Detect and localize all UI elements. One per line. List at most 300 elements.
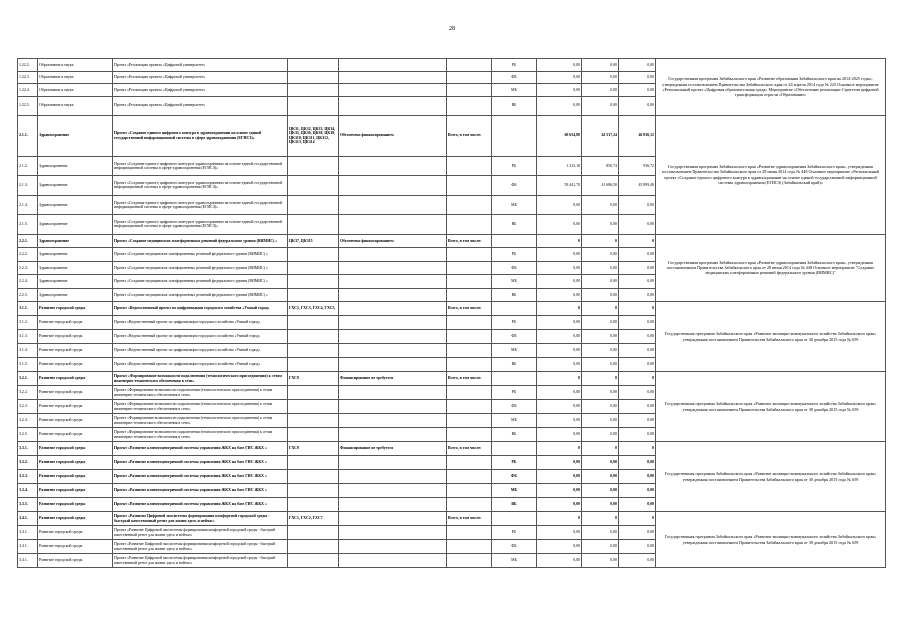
financing-status-cell [339,288,447,302]
value-year3-cell: 0,00 [619,484,656,498]
value-year1-cell: 0,00 [537,540,582,554]
sector-cell: Образование и наука [38,59,113,72]
value-year1-cell: 0,00 [537,400,582,414]
financing-status-cell [339,195,447,215]
value-year2-cell: 0,00 [582,358,619,372]
row-number: 3.3.3. [18,470,38,484]
sector-cell: Развитие городской среды [38,316,113,330]
financing-status-cell [339,316,447,330]
sector-cell: Образование и наука [38,71,113,84]
sector-cell: Развитие городской среды [38,372,113,386]
budget-source-cell: ВБ [492,96,537,115]
total-label-cell [447,456,492,470]
sector-cell: Здравоохранение [38,288,113,302]
value-year3-cell: 0,00 [619,261,656,275]
value-year2-cell: 0,00 [582,71,619,84]
sector-cell: Развитие городской среды [38,428,113,442]
total-label-cell [447,288,492,302]
financing-status-cell [339,554,447,568]
value-year3-cell: 0,00 [619,275,656,289]
row-number: 3.4.1. [18,540,38,554]
value-year3-cell: 0,00 [619,195,656,215]
budget-source-cell: МБ [492,554,537,568]
table-row [18,59,886,72]
budget-source-cell: ФБ [492,400,537,414]
financing-status-cell [339,84,447,97]
row-number: 2.1.1. [18,115,38,156]
total-label-cell [447,176,492,196]
sector-cell: Образование и наука [38,96,113,115]
financing-status-cell [339,330,447,344]
financing-status-cell [339,71,447,84]
project-cell: Проект «Развитие клиентоцентричной системы управления ЖКХ на базе ГИС ЖКХ » [113,498,288,512]
row-number: 3.3.2. [18,456,38,470]
sector-cell: Развитие городской среды [38,484,113,498]
sector-cell: Развитие городской среды [38,554,113,568]
table-row [18,115,886,156]
project-cell: Проект «Ведомственный проект по цифровизации городского хозяйства «Умный город» [113,302,288,316]
financing-status-cell [339,358,447,372]
value-year2-cell: 0,00 [582,386,619,400]
budget-source-cell: ВБ [492,498,537,512]
row-number: 3.3.5. [18,498,38,512]
budget-source-cell: ВБ [492,215,537,235]
sector-cell: Развитие городской среды [38,344,113,358]
value-year2-cell: 0,00 [582,344,619,358]
sector-cell: Развитие городской среды [38,470,113,484]
row-number: 1.22.4. [18,84,38,97]
codes-cell: ГХС9 [288,372,339,386]
value-year3-cell: 0,00 [619,526,656,540]
row-number: 3.1.1. [18,302,38,316]
value-year2-cell: 850,74 [582,156,619,176]
row-number: 1.22.3. [18,71,38,84]
budget-source-cell: МБ [492,484,537,498]
row-number: 2.2.4. [18,275,38,289]
row-number: 2.1.2. [18,156,38,176]
value-year2-cell: 0,00 [582,316,619,330]
project-cell: Проект «Реализация проекта «Цифровой университет» [113,84,288,97]
row-number: 2.1.3. [18,176,38,196]
value-year2-cell: 0,00 [582,456,619,470]
value-year1-cell: 0,00 [537,275,582,289]
total-label-cell [447,484,492,498]
financing-status-cell [339,428,447,442]
budget-source-cell: ВБ [492,288,537,302]
codes-cell [288,358,339,372]
financing-status-cell [339,386,447,400]
financing-status-cell [339,498,447,512]
sector-cell: Здравоохранение [38,195,113,215]
financing-status-cell [339,512,447,526]
row-number: 3.4.1. [18,512,38,526]
codes-cell [288,456,339,470]
value-year2-cell: 0,00 [582,414,619,428]
value-year1-cell: 1 213,10 [537,156,582,176]
program-note-cell: Государственная программа Забайкальского края «Развитие жилищно-коммунального хозяйства Забайкальского края» утвержденная постановлением Правительства Забайкальского края от 30 декабря 2015 года № 659 [656,372,886,442]
financing-status-cell [339,261,447,275]
value-year1-cell: 0 [537,234,582,248]
codes-cell [288,540,339,554]
value-year3-cell: 0,00 [619,344,656,358]
value-year1-cell: 0,00 [537,71,582,84]
budget-source-cell [492,372,537,386]
budget-source-cell: МБ [492,344,537,358]
financing-status-cell: Финансирование не требуется [339,372,447,386]
codes-cell: ГХС1, ГХС3, ГХС4, ГХС5, [288,302,339,316]
value-year2-cell: 0,00 [582,84,619,97]
value-year1-cell: 0,00 [537,84,582,97]
total-label-cell [447,344,492,358]
budget-source-cell [492,302,537,316]
value-year2-cell: 0 [582,302,619,316]
value-year1-cell: 0 [537,372,582,386]
project-cell: Проект «Создание медицинских платформенных решений федерального уровня (ВИМИС) » [113,234,288,248]
budget-source-cell: ФБ [492,330,537,344]
project-cell: Проект «Развитие Цифровой экосистемы формирования комфортной городской среды - быстрый качественный ретит для жизни здесь и нейчас» [113,540,288,554]
program-note-cell: Государственная программа Забайкальского края «Развитие жилищно-коммунального хозяйства Забайкальского края» утвержденная постановлением Правительства Забайкальского края от 30 декабря 2015 года № 659 [656,442,886,512]
project-cell: Проект «Создание единого цифрового контура в здравоохранении на основе единой государственной информационной системы в сфере здравоохранения (ЕГИСЗ)» [113,156,288,176]
value-year2-cell: 0,00 [582,484,619,498]
total-label-cell [447,59,492,72]
codes-cell: ГХС1, ГХС2, ГХС7 [288,512,339,526]
project-cell: Проект «Развитие клиентоцентричной системы управления ЖКХ на базе ГИС ЖКХ » [113,442,288,456]
value-year3-cell: 0 [619,512,656,526]
row-number: 2.2.1. [18,234,38,248]
codes-cell [288,386,339,400]
codes-cell [288,428,339,442]
sector-cell: Развитие городской среды [38,442,113,456]
codes-cell [288,71,339,84]
value-year3-cell: 0,00 [619,288,656,302]
value-year3-cell: 936,72 [619,156,656,176]
sector-cell: Развитие городской среды [38,512,113,526]
total-label-cell [447,414,492,428]
total-label-cell [447,358,492,372]
total-label-cell [447,96,492,115]
value-year1-cell: 0,00 [537,215,582,235]
codes-cell: ЦКЗ1, ЦКЗ2, ЦКЗ3, ЦКЗ4, ЦКЗ5, ЦКЗ6, ЦКЗ8, ЦКЗ9, ЦКЗ10, ЦКЗ11, ЦКЗ12, ЦКЗ13, ЦКЗ14 [288,115,339,156]
row-number: 3.1.2. [18,316,38,330]
total-label-cell [447,526,492,540]
sector-cell: Здравоохранение [38,156,113,176]
budget-source-cell: МБ [492,414,537,428]
page-number: 28 [449,26,455,32]
sector-cell: Развитие городской среды [38,498,113,512]
total-label-cell [447,215,492,235]
financing-status-cell [339,96,447,115]
total-label-cell: Всего, в том числе: [447,234,492,248]
financing-status-cell [339,156,447,176]
budget-source-cell: ВБ [492,428,537,442]
financing-status-cell [339,526,447,540]
program-note-cell: Государственная программа Забайкальского края «Развитие жилищно-коммунального хозяйства Забайкальского края» утвержденная постановлением Правительства Забайкальского края от 30 декабря 2015 года № 659 [656,512,886,568]
row-number: 1.22.5. [18,96,38,115]
value-year1-cell: 0,00 [537,498,582,512]
budget-source-cell [492,115,537,156]
total-label-cell [447,248,492,262]
total-label-cell: Всего, в том числе: [447,115,492,156]
financing-status-cell [339,215,447,235]
value-year1-cell: 0,00 [537,526,582,540]
value-year3-cell: 0,00 [619,414,656,428]
value-year3-cell: 0 [619,302,656,316]
budget-source-cell: ФБ [492,261,537,275]
total-label-cell [447,316,492,330]
codes-cell [288,554,339,568]
project-cell: Проект «Формирование возможности подключения (технологического присоединения) к сетям инженерно-технического обеспечения в сети» [113,400,288,414]
project-cell: Проект «Создание единого цифрового контура в здравоохранении на основе единой государственной информационной системы в сфере здравоохранения (ЕГИСЗ)» [113,195,288,215]
sector-cell: Здравоохранение [38,176,113,196]
value-year2-cell: 0,00 [582,526,619,540]
total-label-cell [447,84,492,97]
total-label-cell [447,540,492,554]
row-number: 3.4.1. [18,554,38,568]
row-number: 3.1.5. [18,358,38,372]
project-cell: Проект «Развитие клиентоцентричной системы управления ЖКХ на базе ГИС ЖКХ » [113,484,288,498]
financing-status-cell: Обеспечено финансированием [339,115,447,156]
total-label-cell [447,71,492,84]
budget-source-cell: РБ [492,59,537,72]
project-cell: Проект «Развитие Цифровой экосистемы формирования комфортной городской среды - быстрый качественный ретит для жизни здесь и нейчас» [113,554,288,568]
financing-status-cell: Обеспечено финансированием [339,234,447,248]
budget-source-cell: ФБ [492,71,537,84]
value-year1-cell: 0 [537,512,582,526]
sector-cell: Здравоохранение [38,248,113,262]
total-label-cell [447,195,492,215]
financing-status-cell [339,470,447,484]
codes-cell [288,176,339,196]
project-cell: Проект «Развитие Цифровой экосистемы формирования комфортной городской среды - быстрый качественный ретит для жизни здесь и нейчас» [113,526,288,540]
sector-cell: Развитие городской среды [38,330,113,344]
value-year3-cell: 0,00 [619,470,656,484]
value-year2-cell: 0,00 [582,540,619,554]
budget-source-cell: РБ [492,526,537,540]
total-label-cell: Всего, в том числе: [447,302,492,316]
row-number: 3.2.2. [18,386,38,400]
codes-cell [288,275,339,289]
value-year1-cell: 0,00 [537,358,582,372]
total-label-cell: Всего, в том числе: [447,442,492,456]
value-year2-cell: 0,00 [582,400,619,414]
project-cell: Проект «Создание медицинских платформенных решений федерального уровня (ВИМИС) » [113,261,288,275]
financing-status-cell [339,248,447,262]
budget-source-cell: ФБ [492,470,537,484]
codes-cell: ЦКЗ7, ЦКЗ15 [288,234,339,248]
project-cell: Проект «Формирование возможности подключения (технологического присоединения) к сетям инженерно-технического обеспечения в сети» [113,428,288,442]
total-label-cell [447,498,492,512]
total-label-cell [447,428,492,442]
value-year1-cell: 60 654,80 [537,115,582,156]
project-cell: Проект «Создание единого цифрового контура в здравоохранении на основе единой государственной информационной системы в сфере здравоохранения (ЕГИСЗ)» [113,215,288,235]
budget-source-cell [492,512,537,526]
codes-cell [288,470,339,484]
financing-status-cell [339,275,447,289]
project-cell: Проект «Реализация проекта «Цифровой университет» [113,96,288,115]
value-year3-cell: 0,00 [619,498,656,512]
project-cell: Проект «Реализация проекта «Цифровой университет» [113,71,288,84]
project-cell: Проект «Ведомственный проект по цифровизации городского хозяйства «Умный город» [113,358,288,372]
codes-cell [288,288,339,302]
value-year3-cell: 0,00 [619,59,656,72]
project-cell: Проект «Создание медицинских платформенных решений федерального уровня (ВИМИС) » [113,288,288,302]
value-year3-cell: 0,00 [619,428,656,442]
total-label-cell [447,261,492,275]
codes-cell [288,59,339,72]
codes-cell [288,215,339,235]
total-label-cell: Всего, в том числе: [447,372,492,386]
project-cell: Проект «Создание медицинских платформенных решений федерального уровня (ВИМИС) » [113,275,288,289]
sector-cell: Развитие городской среды [38,386,113,400]
value-year3-cell: 0,00 [619,386,656,400]
row-number: 2.2.3. [18,261,38,275]
total-label-cell [447,275,492,289]
sector-cell: Развитие городской среды [38,400,113,414]
program-note-cell: Государственная программа Забайкальского края «Развитие образования Забайкальского края на 2014-2025 годы», утвержденная постановлением Правительства Забайкальского края от 24 апреля 2014 года № 225 Основное мероприятие «Региональный проект «Цифровая образовательная среда» Мероприятие «Обеспечение реализации Стратегии цифровой трансформации отрасли «Образование» [656,59,886,116]
sector-cell: Образование и наука [38,84,113,97]
row-number: 3.2.1. [18,372,38,386]
financing-status-cell: Финансирование не требуется [339,442,447,456]
total-label-cell [447,386,492,400]
value-year3-cell: 0,00 [619,84,656,97]
value-year3-cell: 0 [619,234,656,248]
project-cell: Проект «Развитие клиентоцентричной системы управления ЖКХ на базе ГИС ЖКХ » [113,470,288,484]
value-year2-cell: 0,00 [582,248,619,262]
budget-source-cell: ФБ [492,540,537,554]
financing-status-cell [339,484,447,498]
financing-status-cell [339,400,447,414]
sector-cell: Здравоохранение [38,261,113,275]
value-year3-cell: 0,00 [619,215,656,235]
value-year3-cell: 0,00 [619,71,656,84]
project-cell: Проект «Ведомственный проект по цифровизации городского хозяйства «Умный город» [113,330,288,344]
codes-cell [288,195,339,215]
value-year1-cell: 0,00 [537,330,582,344]
value-year1-cell: 0,00 [537,248,582,262]
project-cell: Проект «Формирование возможности подключения (технологического присоединения) к сетям инженерно-технического обеспечения в сети» [113,386,288,400]
budget-source-cell: МБ [492,195,537,215]
value-year2-cell: 0,00 [582,261,619,275]
codes-cell: ГХС9 [288,442,339,456]
total-label-cell: Всего, в том числе: [447,512,492,526]
value-year1-cell: 0,00 [537,261,582,275]
table-row [18,302,886,316]
value-year2-cell: 0,00 [582,275,619,289]
codes-cell [288,316,339,330]
value-year2-cell: 0,00 [582,428,619,442]
value-year1-cell: 0,00 [537,484,582,498]
budget-source-cell: РБ [492,248,537,262]
row-number: 2.2.5. [18,288,38,302]
value-year1-cell: 0,00 [537,414,582,428]
row-number: 3.3.1. [18,442,38,456]
row-number: 3.1.4. [18,344,38,358]
project-cell: Проект «Создание единого цифрового контура в здравоохранении на основе единой государственной информационной системы в сфере здравоохранения (ЕГИСЗ)» [113,115,288,156]
project-cell: Проект «Развитие клиентоцентричной системы управления ЖКХ на базе ГИС ЖКХ » [113,456,288,470]
sector-cell: Развитие городской среды [38,302,113,316]
codes-cell [288,156,339,176]
codes-cell [288,400,339,414]
value-year3-cell: 0,00 [619,96,656,115]
value-year1-cell: 0,00 [537,554,582,568]
budget-source-cell: РБ [492,156,537,176]
sector-cell: Развитие городской среды [38,526,113,540]
sector-cell: Здравоохранение [38,215,113,235]
row-number: 3.4.1. [18,526,38,540]
project-cell: Проект «Создание единого цифрового контура в здравоохранении на основе единой государственной информационной системы в сфере здравоохранения (ЕГИСЗ)» [113,176,288,196]
budget-source-cell: МБ [492,275,537,289]
codes-cell [288,414,339,428]
value-year2-cell: 42 537,24 [582,115,619,156]
project-cell: Проект «Реализация проекта «Цифровой университет» [113,59,288,72]
row-number: 2.1.4. [18,195,38,215]
value-year1-cell: 0,00 [537,316,582,330]
value-year3-cell: 46 836,12 [619,115,656,156]
financing-status-cell [339,344,447,358]
codes-cell [288,261,339,275]
value-year2-cell: 0,00 [582,59,619,72]
value-year2-cell: 0,00 [582,470,619,484]
value-year3-cell: 0,00 [619,540,656,554]
financing-status-cell [339,59,447,72]
project-cell: Проект «Формирование возможности подключения (технологического присоединения) к сетям инженерно-технического обеспечения в сети» [113,372,288,386]
value-year1-cell: 0,00 [537,428,582,442]
row-number: 2.2.2. [18,248,38,262]
codes-cell [288,484,339,498]
row-number: 1.22.2. [18,59,38,72]
financing-status-cell [339,414,447,428]
financing-status-cell [339,456,447,470]
value-year1-cell: 0,00 [537,195,582,215]
value-year1-cell: 0 [537,442,582,456]
project-cell: Проект «Ведомственный проект по цифровизации городского хозяйства «Умный город» [113,344,288,358]
budget-source-cell [492,442,537,456]
budget-source-cell [492,234,537,248]
codes-cell [288,344,339,358]
value-year1-cell: 0,00 [537,96,582,115]
total-label-cell [447,400,492,414]
program-note-cell: Государственная программа Забайкальского края «Развитие здравоохранения Забайкальского края», утвержденная постановлением Правительства Забайкальского края от 28 июня 2014 года № 448 Основное мероприятие "Создание медицинских платформенных решений федерального уровня (ВИМИС)" [656,234,886,302]
value-year3-cell: 0,00 [619,456,656,470]
table-row [18,234,886,248]
budget-source-cell: ФБ [492,176,537,196]
project-cell: Проект «Создание медицинских платформенных решений федерального уровня (ВИМИС) » [113,248,288,262]
value-year2-cell: 0,00 [582,330,619,344]
value-year1-cell: 0 [537,302,582,316]
financing-status-cell [339,176,447,196]
sector-cell: Развитие городской среды [38,414,113,428]
total-label-cell [447,470,492,484]
program-note-cell: Государственная программа Забайкальского края «Развитие здравоохранения Забайкальского края», утвержденная постановлением Правительства Забайкальского края от 28 июня 2014 года № 448 Основное мероприятие «Региональный проект «Создание единого цифрового контура в здравоохранении на основе единой государственной информационной системы здравоохранения (ЕГИСЗ) (Забайкальский край)» [656,115,886,234]
value-year1-cell: 0,00 [537,386,582,400]
budget-source-cell: РБ [492,386,537,400]
value-year3-cell: 0,00 [619,248,656,262]
codes-cell [288,84,339,97]
sector-cell: Здравоохранение [38,234,113,248]
project-cell: Проект «Развитие Цифровой экосистемы формирования комфортной городской среды - быстрый качественный ретит для жизни здесь и нейчас» [113,512,288,526]
budget-source-cell: РБ [492,456,537,470]
codes-cell [288,248,339,262]
program-note-cell: Государственная программа Забайкальского края «Развитие жилищно-коммунального хозяйства Забайкальского края» утвержденная постановлением Правительства Забайкальского края от 30 декабря 2015 года № 659 [656,302,886,372]
financing-table [17,58,886,568]
value-year3-cell: 0 [619,442,656,456]
table-row [18,372,886,386]
value-year1-cell: 0,00 [537,288,582,302]
value-year2-cell: 0,00 [582,498,619,512]
financing-status-cell [339,302,447,316]
value-year2-cell: 0 [582,234,619,248]
value-year1-cell: 59 441,70 [537,176,582,196]
